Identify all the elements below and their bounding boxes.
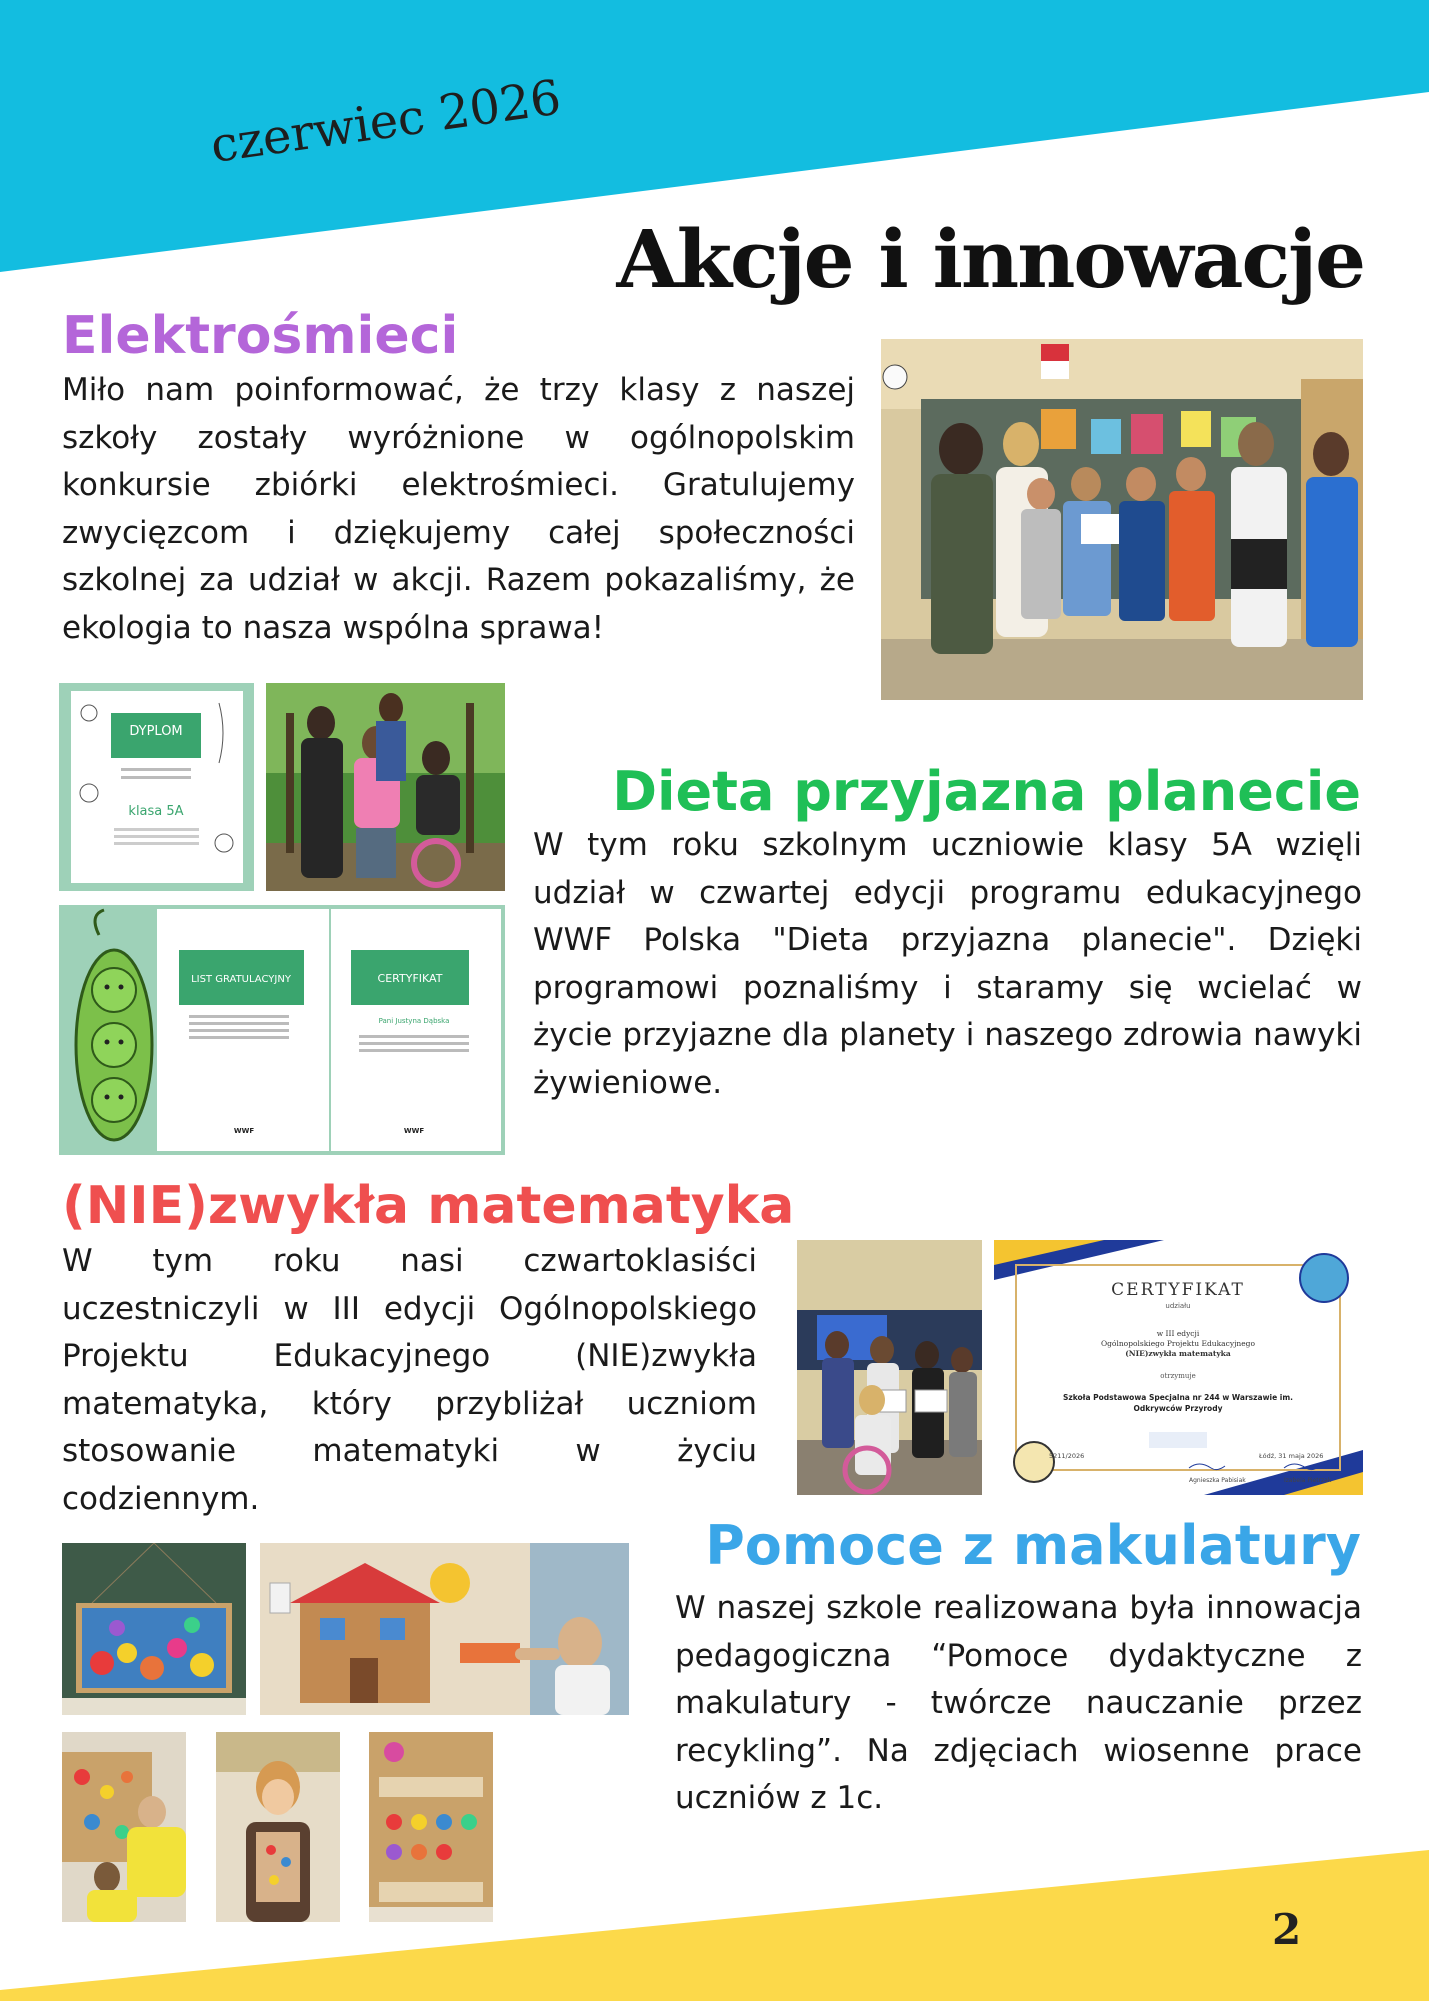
wwf-logo-letter: WWF xyxy=(233,1127,255,1135)
photo-math-class xyxy=(797,1240,982,1495)
photo-house-artwork xyxy=(260,1543,629,1715)
math-certificate-subtitle: udziału xyxy=(1165,1302,1191,1310)
math-certificate-number: 5211/2026 xyxy=(1049,1452,1085,1460)
section-text-matematyka: W tym roku nasi czwartoklasiści uczestniczyli w III edycji Ogólnopolskiego Projektu Edukacyjnego (NIE)zwykła matematyka, który przybliżał uczniom stosowanie matematyki w życiu codziennym. xyxy=(62,1243,757,1517)
wwf-logo-certificate: WWF xyxy=(403,1127,425,1135)
photo-flower-artwork xyxy=(62,1543,246,1715)
page-title: Akcje i innowacje xyxy=(616,212,1364,306)
math-certificate-line1: w III edycji xyxy=(1156,1329,1200,1338)
photo-class-group xyxy=(881,339,1363,700)
photo-student-yellow-shirt xyxy=(62,1732,186,1922)
photo-boy-with-board xyxy=(216,1732,340,1922)
math-certificate-recipient2: Odkrywców Przyrody xyxy=(1133,1404,1223,1413)
math-certificate-place-date: Łódź, 31 maja 2026 xyxy=(1259,1452,1324,1460)
wwf-diploma-image xyxy=(59,683,254,891)
section-text-elektrosmieci: Miło nam poinformować, że trzy klasy z naszej szkoły zostały wyróżnione w ogólnopolskim konkursie zbiórki elektrośmieci. Gratulujemy zwycięzcom i dziękujemy całej społeczności szkolnej za udział w akcji. Razem pokazaliśmy, że ekologia to nasza wspólna sprawa! xyxy=(62,372,855,646)
math-certificate-signer1: Agnieszka Pabisiak xyxy=(1189,1477,1246,1484)
section-heading-makulatura: Pomoce z makulatury xyxy=(705,1514,1361,1577)
issue-date: czerwiec 2026 xyxy=(207,69,565,174)
math-certificate-line2: Ogólnopolskiego Projektu Edukacyjnego xyxy=(1100,1339,1256,1348)
section-heading-dieta: Dieta przyjazna planecie xyxy=(612,760,1361,823)
math-certificate-signer2: Izabela Pietrzak xyxy=(1284,1477,1332,1484)
math-certificate-line3: (NIE)zwykła matematyka xyxy=(1125,1349,1231,1358)
section-text-makulatura: W naszej szkole realizowana była innowacja pedagogiczna “Pomoce dydaktyczne z makulatury - twórcze nauczanie przez recykling”. Na zdjęciach wiosenne prace uczniów z 1c. xyxy=(675,1590,1362,1816)
photo-counting-board xyxy=(369,1732,493,1922)
diploma-recipient: klasa 5A xyxy=(128,804,184,819)
section-text-dieta: W tym roku szkolnym uczniowie klasy 5A wzięli udział w czwartej edycji programu edukacyjnego WWF Polska "Dieta przyjazna planecie". Dzięki programowi poznaliśmy i staramy się wcielać w życie przyjazne dla planety i naszego zdrowia nawyki żywieniowe. xyxy=(533,827,1362,1101)
section-heading-matematyka: (NIE)zwykła matematyka xyxy=(62,1176,795,1236)
wwf-certificate-title: CERTYFIKAT xyxy=(377,972,443,985)
math-certificate-line4: otrzymuje xyxy=(1160,1372,1196,1380)
wwf-letter-and-certificate-image xyxy=(59,905,505,1155)
bottom-banner xyxy=(0,1840,1429,2001)
section-heading-elektrosmieci: Elektrośmieci xyxy=(62,306,459,366)
page-number: 2 xyxy=(1272,1905,1302,1954)
math-certificate-image xyxy=(994,1240,1363,1495)
wwf-certificate-recipient: Pani Justyna Dąbska xyxy=(378,1017,450,1025)
math-certificate-title: CERTYFIKAT xyxy=(1111,1280,1245,1300)
photo-forest-students xyxy=(266,683,505,891)
diploma-title: DYPLOM xyxy=(129,724,183,739)
math-certificate-recipient1: Szkoła Podstawowa Specjalna nr 244 w Warszawie im. xyxy=(1062,1393,1294,1402)
letter-title: LIST GRATULACYJNY xyxy=(191,974,291,985)
